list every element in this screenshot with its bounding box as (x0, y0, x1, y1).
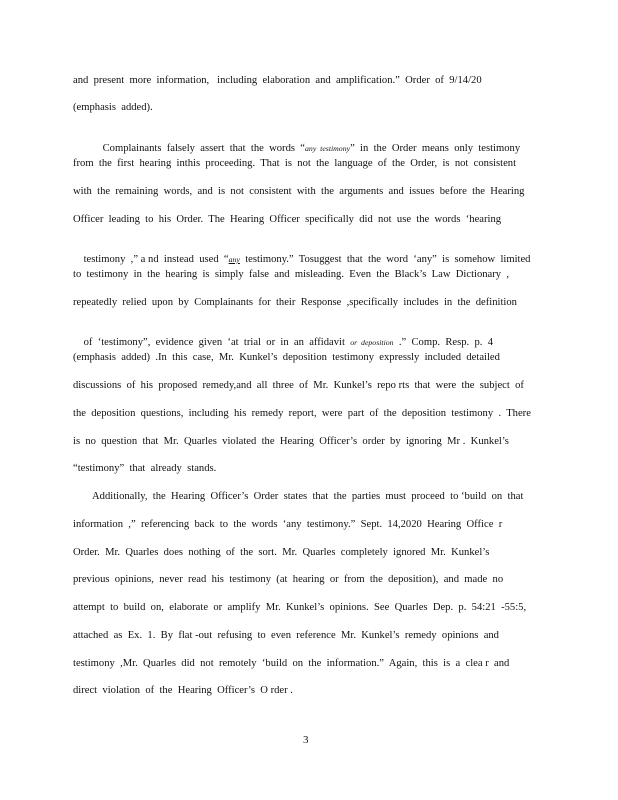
text-line: previous opinions, never read his testimony (at hearing or from the deposition), and made no (73, 574, 504, 585)
text-line: from the first hearing inthis proceeding. That is not the language of the Order, is not consistent (73, 158, 517, 169)
emphasis-text: any testimony (305, 144, 351, 153)
text-line: information ,” referencing back to the words ‘any testimony.” Sept. 14,2020 Hearing Office r (73, 519, 503, 530)
emphasis-text: or deposition (350, 338, 394, 347)
text-segment: testimony ,” a nd instead used “ (83, 254, 229, 265)
text-line: (emphasis added) .In this case, Mr. Kunkel’s deposition testimony expressly included detailed (73, 352, 500, 363)
text-segment: .” Comp. Resp. p. 4 (393, 337, 494, 348)
text-line: attached as Ex. 1. By flat -out refusing to even reference Mr. Kunkel’s remedy opinions and (73, 630, 499, 641)
text-line: Order. Mr. Quarles does nothing of the sort. Mr. Quarles completely ignored Mr. Kunkel’s (73, 547, 490, 558)
text-line: direct violation of the Hearing Officer’s O rder . (73, 685, 293, 696)
text-line: attempt to build on, elaborate or amplify Mr. Kunkel’s opinions. See Quarles Dep. p. 54:21 -55:5, (73, 602, 527, 613)
text-line: and present more information, including elaboration and amplification.” Order of 9/14/20 (73, 75, 482, 86)
text-segment: testimony.” Tosuggest that the word ‘any” is somehow limited (239, 254, 531, 265)
page-number: 3 (303, 734, 309, 746)
text-segment: of ‘testimony”, evidence given ‘at trial or in an affidavit (83, 337, 345, 348)
text-line: “testimony” that already stands. (73, 463, 217, 474)
text-line: Additionally, the Hearing Officer’s Order states that the parties must proceed to ‘build on that (92, 491, 524, 502)
text-line: Officer leading to his Order. The Hearing Officer specifically did not use the words ‘hearing (73, 214, 502, 225)
text-segment: ” in the Order means only testimony (350, 143, 521, 154)
text-line: the deposition questions, including his remedy report, were part of the deposition testimony . There (73, 408, 531, 419)
text-line: is no question that Mr. Quarles violated the Hearing Officer’s order by ignoring Mr . Kunkel’s (73, 436, 509, 447)
text-line: repeatedly relied upon by Complainants for their Response ,specifically includes in the definition (73, 297, 517, 308)
emphasis-text: any (228, 255, 240, 264)
text-line: testimony ,Mr. Quarles did not remotely ‘build on the information.” Again, this is a clea r and (73, 658, 510, 669)
text-segment: Complainants falsely assert that the words “ (102, 143, 306, 154)
text-line: (emphasis added). (73, 102, 153, 113)
text-line: discussions of his proposed remedy,and all three of Mr. Kunkel’s repo rts that were the subject of (73, 380, 524, 391)
text-line: with the remaining words, and is not consistent with the arguments and issues before the Hearing (73, 186, 525, 197)
text-line: to testimony in the hearing is simply false and misleading. Even the Black’s Law Dictionary , (73, 269, 510, 280)
